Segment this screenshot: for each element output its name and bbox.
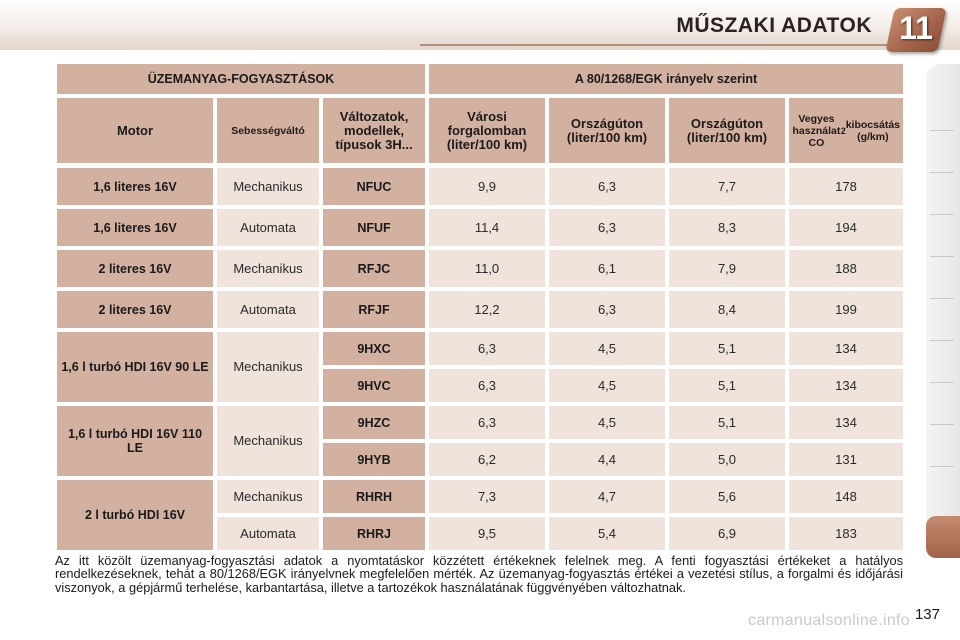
gearbox-cell: Automata [217, 291, 319, 328]
variant-code-cell: RFJC [323, 250, 425, 287]
engine-cell: 1,6 l turbó HDI 16V 90 LE [57, 332, 213, 402]
road2-consumption-cell: 7,9 [669, 250, 785, 287]
rail-tick [930, 466, 954, 467]
col-header-co2: Vegyes használat CO 2 kibocsátás (g/km) [789, 98, 903, 163]
gearbox-cell: Mechanikus [217, 168, 319, 205]
active-chapter-tab[interactable] [926, 516, 960, 558]
road-consumption-cell: 4,5 [549, 332, 665, 365]
road2-consumption-cell: 5,1 [669, 332, 785, 365]
city-consumption-cell: 11,0 [429, 250, 545, 287]
variant-code-cell: 9HYB [323, 443, 425, 476]
city-consumption-cell: 6,2 [429, 443, 545, 476]
co2-emission-cell: 134 [789, 369, 903, 402]
road-consumption-cell: 6,1 [549, 250, 665, 287]
co2-emission-cell: 199 [789, 291, 903, 328]
rail-tick [930, 256, 954, 257]
road-consumption-cell: 6,3 [549, 168, 665, 205]
co2-emission-cell: 194 [789, 209, 903, 246]
co2-emission-cell: 134 [789, 406, 903, 439]
engine-cell: 2 literes 16V [57, 250, 213, 287]
road-consumption-cell: 4,5 [549, 406, 665, 439]
co2-subscript: 2 [840, 125, 846, 136]
gearbox-cell: Mechanikus [217, 480, 319, 513]
gearbox-cell: Mechanikus [217, 332, 319, 402]
co2-emission-cell: 131 [789, 443, 903, 476]
road2-consumption-cell: 7,7 [669, 168, 785, 205]
road-consumption-cell: 5,4 [549, 517, 665, 550]
road2-consumption-cell: 5,6 [669, 480, 785, 513]
road2-consumption-cell: 6,9 [669, 517, 785, 550]
city-consumption-cell: 6,3 [429, 332, 545, 365]
variant-code-cell: 9HVC [323, 369, 425, 402]
chapter-number: 11 [899, 10, 933, 46]
variant-code-cell: RHRJ [323, 517, 425, 550]
variant-code-cell: RHRH [323, 480, 425, 513]
col-header-road: Országúton (liter/100 km) [549, 98, 665, 163]
road2-consumption-cell: 5,1 [669, 406, 785, 439]
gearbox-cell: Automata [217, 209, 319, 246]
gearbox-cell: Mechanikus [217, 250, 319, 287]
engine-cell: 2 literes 16V [57, 291, 213, 328]
city-consumption-cell: 9,5 [429, 517, 545, 550]
co2-emission-cell: 134 [789, 332, 903, 365]
watermark: carmanualsonline.info [748, 612, 910, 629]
engine-cell: 2 l turbó HDI 16V [57, 480, 213, 550]
col-header-motor: Motor [57, 98, 213, 163]
rail-tick [930, 298, 954, 299]
city-consumption-cell: 11,4 [429, 209, 545, 246]
group-header-directive: A 80/1268/EGK irányelv szerint [429, 64, 903, 94]
gearbox-cell: Automata [217, 517, 319, 550]
variant-code-cell: NFUC [323, 168, 425, 205]
rail-tick [930, 382, 954, 383]
variant-code-cell: RFJF [323, 291, 425, 328]
rail-tick [930, 130, 954, 131]
road2-consumption-cell: 8,4 [669, 291, 785, 328]
variant-code-cell: 9HXC [323, 332, 425, 365]
city-consumption-cell: 6,3 [429, 369, 545, 402]
col-header-city: Városi forgalomban (liter/100 km) [429, 98, 545, 163]
engine-cell: 1,6 literes 16V [57, 209, 213, 246]
road-consumption-cell: 6,3 [549, 209, 665, 246]
col-header-variants: Változatok, modellek, típusok 3H... [323, 98, 425, 163]
engine-cell: 1,6 l turbó HDI 16V 110 LE [57, 406, 213, 476]
city-consumption-cell: 12,2 [429, 291, 545, 328]
group-header-consumption: ÜZEMANYAG-FOGYASZTÁSOK [57, 64, 425, 94]
road2-consumption-cell: 5,1 [669, 369, 785, 402]
co2-emission-cell: 183 [789, 517, 903, 550]
road-consumption-cell: 6,3 [549, 291, 665, 328]
co2-emission-cell: 178 [789, 168, 903, 205]
road-consumption-cell: 4,4 [549, 443, 665, 476]
rail-tick [930, 172, 954, 173]
page-title: MŰSZAKI ADATOK [676, 14, 872, 37]
road2-consumption-cell: 8,3 [669, 209, 785, 246]
col-header-gearbox: Sebességváltó [217, 98, 319, 163]
rail-tick [930, 424, 954, 425]
variant-code-cell: NFUF [323, 209, 425, 246]
road-consumption-cell: 4,7 [549, 480, 665, 513]
chapter-tab-rail [926, 64, 960, 534]
page-number: 137 [914, 606, 940, 623]
city-consumption-cell: 9,9 [429, 168, 545, 205]
city-consumption-cell: 7,3 [429, 480, 545, 513]
co2-emission-cell: 188 [789, 250, 903, 287]
gearbox-cell: Mechanikus [217, 406, 319, 476]
road2-consumption-cell: 5,0 [669, 443, 785, 476]
variant-code-cell: 9HZC [323, 406, 425, 439]
rail-tick [930, 214, 954, 215]
road-consumption-cell: 4,5 [549, 369, 665, 402]
header-divider [420, 44, 890, 46]
city-consumption-cell: 6,3 [429, 406, 545, 439]
footnote-text: Az itt közölt üzemanyag-fogyasztási adatok a nyomtatáskor közzétett értékeknek felelnek meg. A fenti fogyasztási értékeket a hatályos rendelkezéseknek, tehát a 80/1268/EGK irányelvnek megfelelően mérték. Az üzemanyag-fogyasztás értékei a vezetési stílus, a forgalmi és időjárási viszonyok, a gépjármű terhelése, karbantartása, illetve a tartozékok használatának függvényében változhatnak. [55, 553, 903, 595]
co2-emission-cell: 148 [789, 480, 903, 513]
rail-tick [930, 340, 954, 341]
col-header-road2: Országúton (liter/100 km) [669, 98, 785, 163]
engine-cell: 1,6 literes 16V [57, 168, 213, 205]
